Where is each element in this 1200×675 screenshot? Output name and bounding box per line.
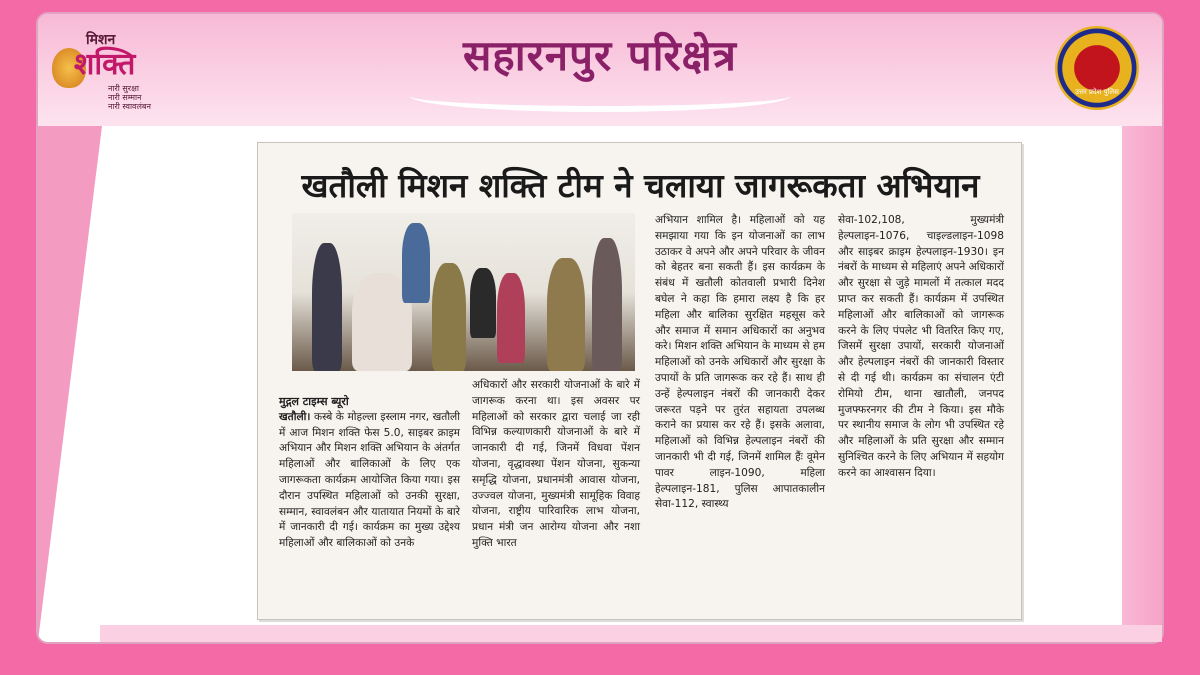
right-pink-strip [1122, 126, 1162, 642]
logo-tagline: नारी सम्मान [108, 93, 142, 102]
person-figure [592, 238, 622, 371]
mission-shakti-logo [52, 30, 192, 110]
logo-top-text: मिशन [86, 32, 116, 48]
bottom-pink-band [100, 625, 1162, 642]
left-light-wedge [38, 126, 102, 641]
article-photo [292, 213, 635, 371]
article-byline: मुद्गल टाइम्स ब्यूरो [279, 395, 349, 408]
logo-tagline: नारी सुरक्षा [108, 84, 139, 93]
title-swoosh [410, 80, 790, 112]
person-figure [312, 243, 342, 371]
person-figure [402, 223, 430, 303]
article-dateline: खतौली। [279, 410, 311, 423]
article-column-1 [279, 394, 460, 552]
logo-main-text: शक्ति [74, 47, 136, 82]
up-police-emblem-icon [1055, 26, 1139, 110]
article-headline: खतौली मिशन शक्ति टीम ने चलाया जागरूकता अभियान [301, 166, 980, 205]
article-text: कस्बे के मोहल्ला इस्लाम नगर, खतौली में आज मिशन शक्ति फेस 5.0, साइबर क्राइम अभियान और मिशन शक्ति अभियान के अंतर्गत महिलाओं और बालिकाओं के लिए एक जागरूकता कार्यक्रम आयोजित किया गया। इस दौरान उपस्थित महिलाओं को उनकी सुरक्षा, सम्मान, स्वावलंबन और यातायात नियमों के बारे में जानकारी दी गई। कार्यक्रम का मुख्य उद्देश्य महिलाओं और बालिकाओं को उनके [279, 410, 460, 550]
logo-tagline: नारी स्वावलंबन [108, 102, 151, 111]
person-figure [432, 263, 466, 371]
article-column-4: सेवा-102,108, मुख्यमंत्री हेल्पलाइन-1076, चाइल्डलाइन-1098 और साइबर क्राइम हेल्पलाइन-1930। इन नंबरों के माध्यम से महिलाएं अपने अधिकारों और सुरक्षा से जुड़े मामलों में तत्काल मदद प्राप्त कर सकती हैं। कार्यक्रम में उपस्थित महिलाओं और बालिकाओं को जागरूक करने के लिए पंपलेट भी वितरित किए गए, जिसमें सुरक्षा उपायों, सरकारी योजनाओं और हेल्पलाइन नंबरों की जानकारी विस्तार से दी गई थी। कार्यक्रम का संचालन एंटी रोमियो टीम, थाना खातौली, जनपद मुजफ्फरनगर की टीम ने किया। इस मौके पर स्थानीय समाज के लोग भी उपस्थित रहे और महिलाओं के प्रति सुरक्षा और सम्मान सुनिश्चित करने के लिए अभियान में सहयोग करने का आश्वासन दिया। [838, 214, 1004, 479]
logo-taglines [108, 84, 151, 111]
page-title: सहारनपुर परिक्षेत्र [463, 31, 737, 80]
person-figure [547, 258, 585, 371]
person-figure [497, 273, 525, 363]
person-figure [470, 268, 496, 338]
emblem-text: उत्तर प्रदेश पुलिस [1075, 88, 1119, 96]
article-column-3: अभियान शामिल है। महिलाओं को यह समझाया गया कि इन योजनाओं का लाभ उठाकर वे अपने और अपने परिवार के जीवन को बेहतर बना सकती हैं। इस कार्यक्रम के संबंध में खतौली कोतवाली प्रभारी दिनेश बघेल ने कहा कि हमारा लक्ष्य है कि हर महिला और बालिका सुरक्षित महसूस करे और समाज में समान अधिकारों का अनुभव करे। मिशन शक्ति अभियान के माध्यम से हम महिलाओं को उनके अधिकारों और सुरक्षा के उपायों के प्रति जागरूक कर रहे हैं। साथ ही उन्हें हेल्पलाइन नंबरों की जानकारी देकर जरूरत पड़ने पर तुरंत सहायता उपलब्ध कराने का प्रयास कर रहे हैं। इसके अलावा, महिलाओं को विभिन्न हेल्पलाइन नंबरों की जानकारी भी दी गई, जिनमें शामिल हैंः वूमेन पावर लाइन-1090, महिला हेल्पलाइन-181, पुलिस आपातकालीन सेवा-112, स्वास्थ्य [655, 214, 825, 511]
article-column-2: अधिकारों और सरकारी योजनाओं के बारे में जागरूक करना था। इस अवसर पर महिलाओं को सरकार द्वारा चलाई जा रही विभिन्न कल्याणकारी योजनाओं के बारे में जानकारी दी गई, जिनमें विधवा पेंशन योजना, वृद्धावस्था पेंशन योजना, सुकन्या समृद्धि योजना, प्रधानमंत्री आवास योजना, उज्ज्वल योजना, मुख्यमंत्री सामूहिक विवाह योजना, राष्ट्रीय पारिवारिक लाभ योजना, प्रधान मंत्री जन आरोग्य योजना और नशा मुक्ति भारत [472, 379, 640, 549]
